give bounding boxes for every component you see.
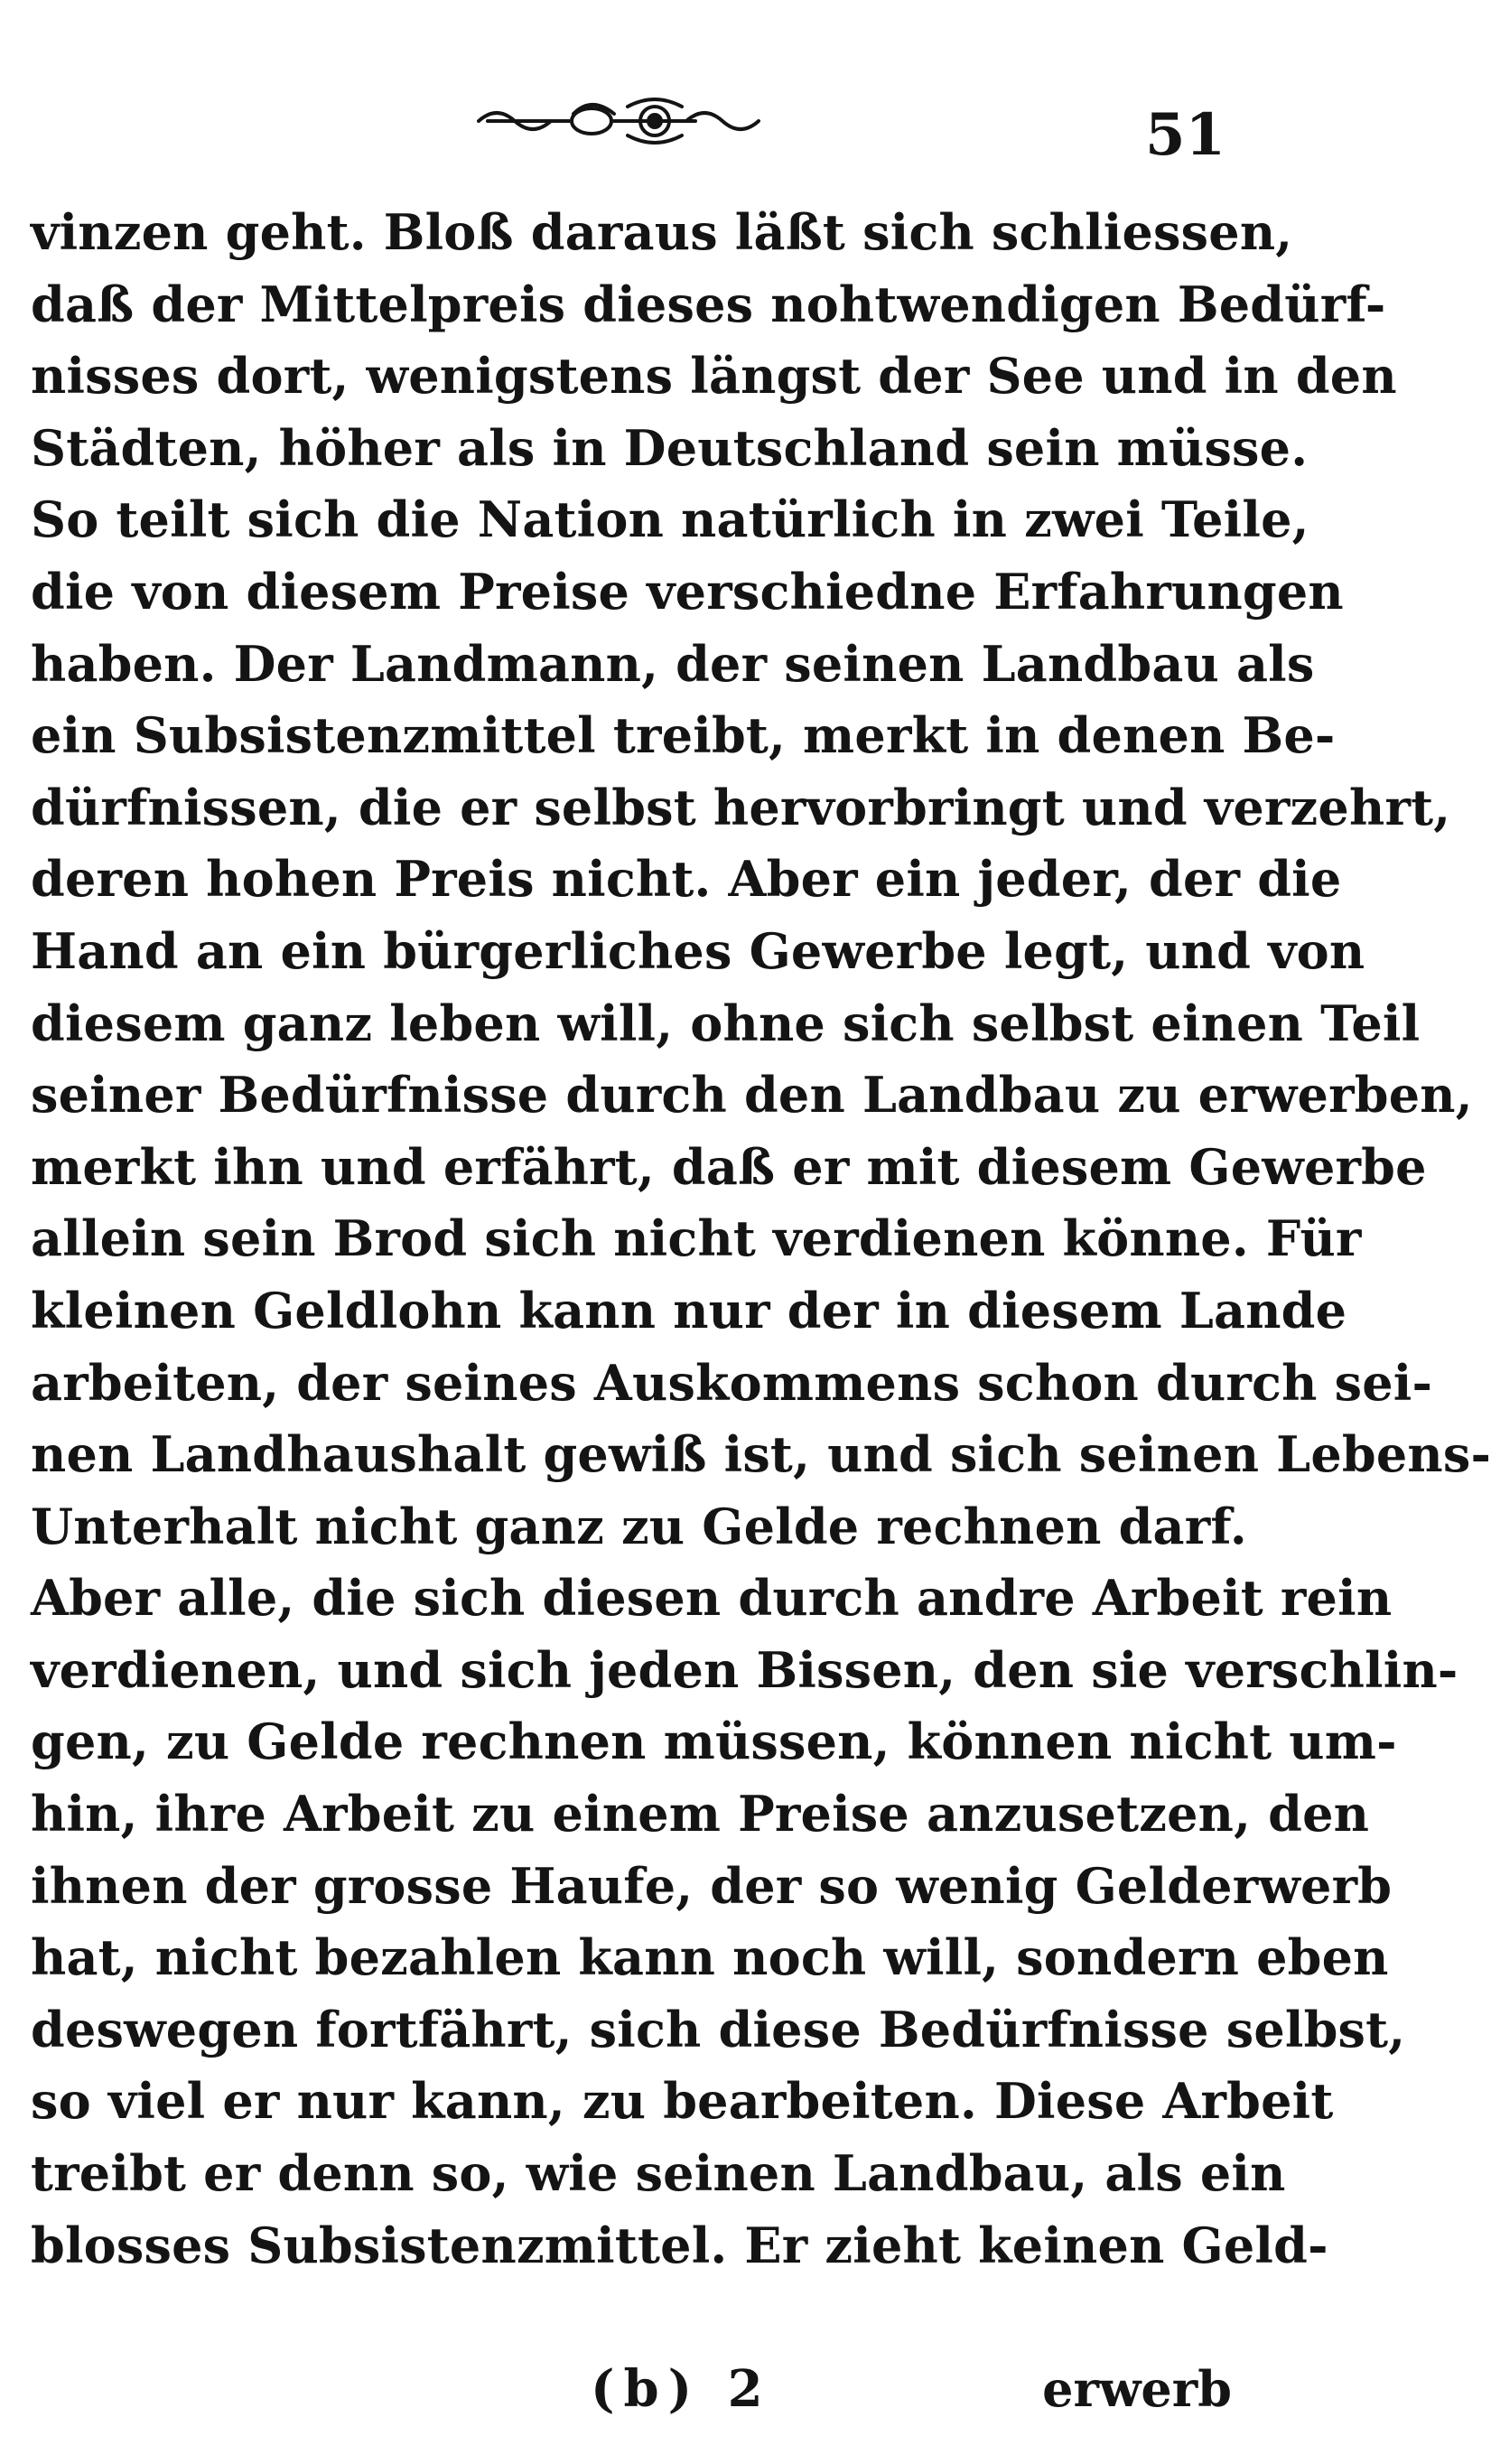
text-line: deren hohen Preis nicht. Aber ein jeder, der die (31, 850, 1342, 909)
page-footer (31, 2348, 1232, 2430)
text-line: ihnen der grosse Haufe, der so wenig Gelderwerb (31, 1856, 1393, 1915)
page-number: 51 (1145, 101, 1226, 169)
text-line: haben. Der Landmann, der seinen Landbau als (31, 634, 1315, 693)
text-line: blosses Subsistenzmittel. Er zieht keinen Geld- (31, 2216, 1328, 2274)
text-line: So teilt sich die Nation natürlich in zwei Teile, (31, 490, 1309, 549)
text-line: seiner Bedürfnisse durch den Landbau zu erwerben, (31, 1066, 1473, 1125)
text-line: vinzen geht. Bloß daraus läßt sich schliessen, (31, 203, 1293, 261)
text-line: hat, nicht bezahlen kann noch will, sondern eben (31, 1928, 1389, 1987)
text-line: allein sein Brod sich nicht verdienen könne. Für (31, 1209, 1362, 1268)
text-line: diesem ganz leben will, ohne sich selbst einen Teil (31, 994, 1421, 1052)
text-line: Aber alle, die sich diesen durch andre Arbeit rein (31, 1569, 1393, 1628)
text-line: Unterhalt nicht ganz zu Gelde rechnen darf. (31, 1497, 1247, 1555)
text-line: hin, ihre Arbeit zu einem Preise anzusetzen, den (31, 1785, 1370, 1843)
text-line: deswegen fortfährt, sich diese Bedürfnisse selbst, (31, 2000, 1406, 2058)
text-line: so viel er nur kann, zu bearbeiten. Diese Arbeit (31, 2072, 1334, 2131)
text-line: die von diesem Preise verschiedne Erfahrungen (31, 562, 1344, 621)
text-line: gen, zu Gelde rechnen müssen, können nicht um- (31, 1713, 1397, 1771)
catchword: erwerb (1042, 2360, 1232, 2418)
text-line: Hand an ein bürgerliches Gewerbe legt, und von (31, 921, 1365, 980)
text-line: Städten, höher als in Deutschland sein müsse. (31, 418, 1309, 477)
text-line: nisses dort, wenigstens längst der See und in den (31, 347, 1397, 406)
body-text (31, 197, 1491, 2282)
text-line: treibt er denn so, wie seinen Landbau, als ein (31, 2144, 1286, 2203)
text-line: arbeiten, der seines Auskommens schon durch sei- (31, 1353, 1433, 1412)
floral-vignette-ornament-icon (470, 87, 768, 150)
text-line: daß der Mittelpreis dieses nohtwendigen Bedürf- (31, 275, 1386, 333)
text-line: ein Subsistenzmittel treibt, merkt in denen Be- (31, 706, 1336, 765)
signature-mark: (b) 2 (591, 2359, 772, 2419)
text-line: nen Landhaushalt gewiß ist, und sich seinen Lebens- (31, 1425, 1491, 1484)
text-line: merkt ihn und erfährt, daß er mit diesem Gewerbe (31, 1137, 1427, 1196)
text-line: dürfnissen, die er selbst hervorbringt und verzehrt, (31, 778, 1451, 836)
text-line: verdienen, und sich jeden Bissen, den sie verschlin- (31, 1640, 1458, 1699)
text-line: kleinen Geldlohn kann nur der in diesem Lande (31, 1281, 1347, 1339)
